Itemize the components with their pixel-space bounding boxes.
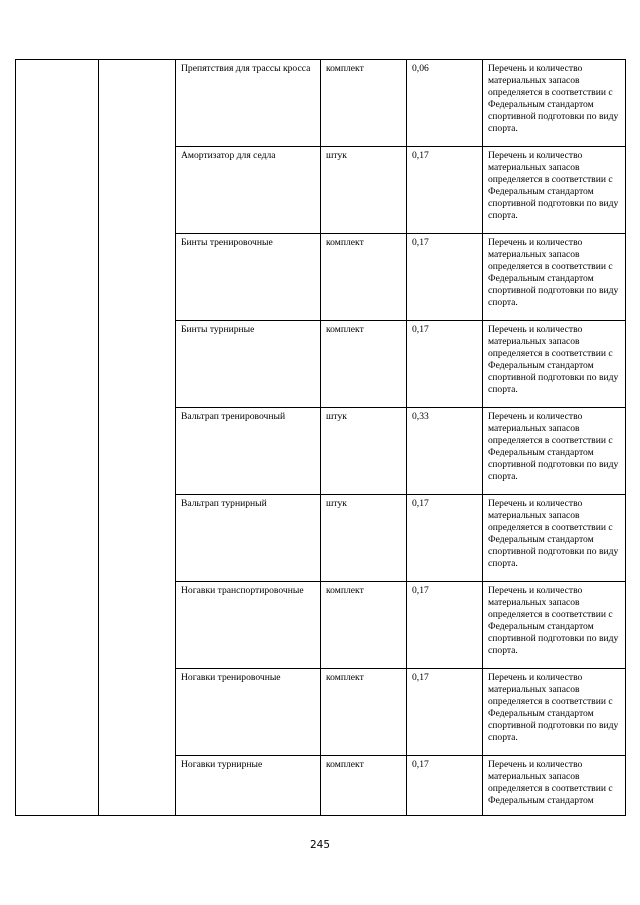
unit-cell: комплект — [321, 234, 407, 321]
item-name-cell: Препятствия для трассы кросса — [176, 60, 321, 147]
unit-cell: комплект — [321, 582, 407, 669]
note-cell: Перечень и количество материальных запасов определяется в соответствии с Федеральным стандартом спортивной подготовки по виду спорта. — [483, 669, 626, 756]
unit-cell: штук — [321, 495, 407, 582]
item-name-cell: Ногавки тренировочные — [176, 669, 321, 756]
quantity-cell: 0,17 — [407, 669, 483, 756]
note-cell: Перечень и количество материальных запасов определяется в соответствии с Федеральным стандартом спортивной подготовки по виду спорта. — [483, 408, 626, 495]
note-cell: Перечень и количество материальных запасов определяется в соответствии с Федеральным стандартом спортивной подготовки по виду спорта. — [483, 495, 626, 582]
unit-cell: штук — [321, 147, 407, 234]
quantity-cell: 0,17 — [407, 321, 483, 408]
unit-cell: комплект — [321, 60, 407, 147]
unit-cell: штук — [321, 408, 407, 495]
item-name-cell: Ногавки турнирные — [176, 756, 321, 816]
note-cell: Перечень и количество материальных запасов определяется в соответствии с Федеральным стандартом спортивной подготовки по виду спорта. — [483, 60, 626, 147]
merged-cell-col-1 — [16, 60, 99, 816]
note-cell: Перечень и количество материальных запасов определяется в соответствии с Федеральным стандартом спортивной подготовки по виду спорта. — [483, 582, 626, 669]
quantity-cell: 0,17 — [407, 147, 483, 234]
merged-cell-col-2 — [99, 60, 176, 816]
quantity-cell: 0,33 — [407, 408, 483, 495]
materials-table — [15, 59, 626, 816]
quantity-cell: 0,17 — [407, 234, 483, 321]
item-name-cell: Амортизатор для седла — [176, 147, 321, 234]
unit-cell: комплект — [321, 756, 407, 816]
note-cell: Перечень и количество материальных запасов определяется в соответствии с Федеральным стандартом — [483, 756, 626, 816]
quantity-cell: 0,17 — [407, 756, 483, 816]
item-name-cell: Ногавки транспортировочные — [176, 582, 321, 669]
quantity-cell: 0,17 — [407, 582, 483, 669]
unit-cell: комплект — [321, 321, 407, 408]
item-name-cell: Вальтрап тренировочный — [176, 408, 321, 495]
item-name-cell: Бинты турнирные — [176, 321, 321, 408]
unit-cell: комплект — [321, 669, 407, 756]
quantity-cell: 0,17 — [407, 495, 483, 582]
note-cell: Перечень и количество материальных запасов определяется в соответствии с Федеральным стандартом спортивной подготовки по виду спорта. — [483, 147, 626, 234]
note-cell: Перечень и количество материальных запасов определяется в соответствии с Федеральным стандартом спортивной подготовки по виду спорта. — [483, 321, 626, 408]
item-name-cell: Вальтрап турнирный — [176, 495, 321, 582]
quantity-cell: 0,06 — [407, 60, 483, 147]
table-row — [16, 60, 626, 147]
note-cell: Перечень и количество материальных запасов определяется в соответствии с Федеральным стандартом спортивной подготовки по виду спорта. — [483, 234, 626, 321]
item-name-cell: Бинты тренировочные — [176, 234, 321, 321]
page-number: 245 — [309, 839, 331, 851]
